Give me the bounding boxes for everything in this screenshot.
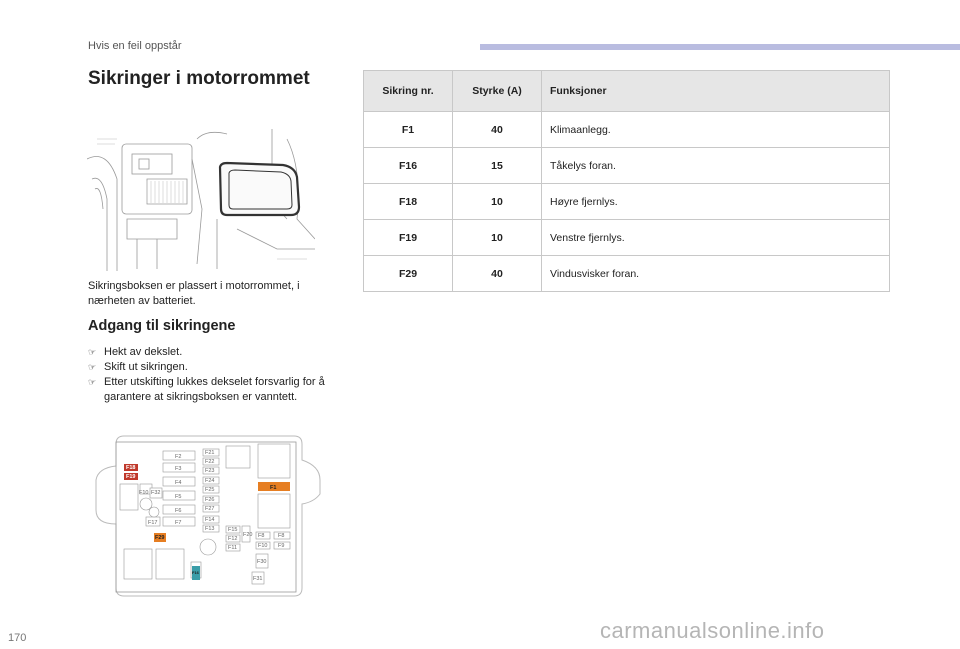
cell-function: Vindusvisker foran. (542, 256, 890, 292)
fusebox-diagram (88, 432, 333, 600)
fuse-label-f30: F30 (257, 559, 267, 565)
fuse-label-f22: F22 (205, 459, 215, 465)
fuse-label-f4: F4 (175, 480, 182, 486)
fuse-label-f24: F24 (205, 478, 215, 484)
header-bar (480, 44, 960, 50)
fuse-label-f11: F11 (228, 545, 238, 551)
access-steps (88, 345, 348, 405)
fuse-label-f19-red: F19 (126, 474, 136, 480)
fuse-label-f29: F29 (155, 535, 165, 541)
engine-bay-illustration (87, 119, 315, 271)
fuse-label-f8: F8 (258, 533, 265, 539)
fuse-label-f10b: F10 (139, 490, 149, 496)
step-text: Hekt av dekslet. (104, 346, 183, 358)
cell-function: Tåkelys foran. (542, 148, 890, 184)
fuse-label-f32: F32 (151, 490, 161, 496)
cell-function: Klimaanlegg. (542, 112, 890, 148)
fuse-label-f8b: F8 (278, 533, 285, 539)
fuse-label-f10: F10 (258, 543, 268, 549)
header-functions: Funksjoner (542, 71, 890, 112)
step-text: Etter utskifting lukkes dekselet forsvarlig for å garantere at sikringsboksen er vanntett. (104, 376, 325, 403)
cell-fuse: F19 (364, 220, 453, 256)
fuse-label-f20: F20 (243, 532, 253, 538)
fuse-label-f14: F14 (205, 517, 215, 523)
fuse-label-f3: F3 (175, 466, 182, 472)
cell-fuse: F1 (364, 112, 453, 148)
cell-fuse: F29 (364, 256, 453, 292)
fuse-label-f17: F17 (148, 520, 158, 526)
cell-fuse: F18 (364, 184, 453, 220)
cell-rating: 15 (453, 148, 542, 184)
table-row (364, 220, 890, 256)
page-number: 170 (8, 632, 27, 644)
fuse-label-f7: F7 (175, 520, 182, 526)
list-item (88, 375, 348, 405)
fuse-label-f6: F6 (175, 508, 182, 514)
fuse-label-f13: F13 (205, 526, 215, 532)
table-header-row (364, 71, 890, 112)
watermark: carmanualsonline.info (600, 618, 825, 643)
cell-function: Høyre fjernlys. (542, 184, 890, 220)
fuse-label-f25: F25 (205, 487, 215, 493)
fuse-label-f9: F9 (278, 543, 285, 549)
cell-rating: 10 (453, 220, 542, 256)
arrow-bullet-icon: ☞ (88, 377, 97, 387)
cell-rating: 10 (453, 184, 542, 220)
arrow-bullet-icon: ☞ (88, 347, 97, 357)
cell-rating: 40 (453, 112, 542, 148)
fuse-label-f12: F12 (228, 536, 238, 542)
intro-paragraph: Sikringsboksen er plassert i motorrommet, i nærheten av batteriet. (88, 280, 300, 307)
fuse-label-f21: F21 (205, 450, 215, 456)
fuse-label-f16: F16 (192, 570, 199, 575)
fuse-label-f5: F5 (175, 494, 182, 500)
section-header: Hvis en feil oppstår (88, 40, 182, 52)
table-row (364, 256, 890, 292)
fuse-label-f26: F26 (205, 497, 215, 503)
access-heading: Adgang til sikringene (88, 318, 236, 334)
arrow-bullet-icon: ☞ (88, 362, 97, 372)
table-row (364, 148, 890, 184)
header-fuse-number: Sikring nr. (364, 71, 453, 112)
table-row (364, 184, 890, 220)
step-text: Skift ut sikringen. (104, 361, 188, 373)
page-title: Sikringer i motorrommet (88, 68, 310, 89)
cell-fuse: F16 (364, 148, 453, 184)
cell-rating: 40 (453, 256, 542, 292)
cell-function: Venstre fjernlys. (542, 220, 890, 256)
fuse-label-f15: F15 (228, 527, 238, 533)
fuse-label-f18-red: F18 (126, 465, 136, 471)
table-row (364, 112, 890, 148)
fuse-label-f31: F31 (253, 576, 263, 582)
fuse-label-f1: F1 (270, 485, 277, 491)
list-item (88, 345, 348, 360)
header-rating: Styrke (A) (453, 71, 542, 112)
fuse-label-f2: F2 (175, 454, 182, 460)
list-item (88, 360, 348, 375)
fuse-table (363, 70, 890, 292)
fuse-label-f23: F23 (205, 468, 215, 474)
fuse-label-f27: F27 (205, 506, 215, 512)
